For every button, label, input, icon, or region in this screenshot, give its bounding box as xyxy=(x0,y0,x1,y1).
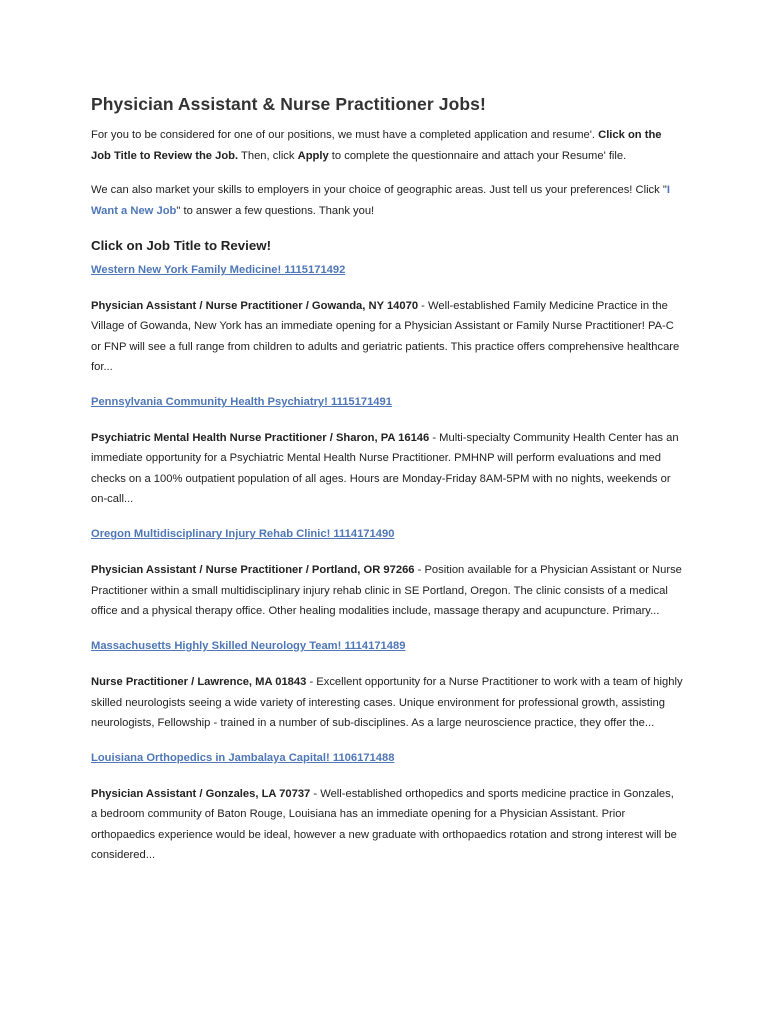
job-summary: - Excellent opportunity for a Nurse Practitioner to work with a team of highly skilled neurologists seeing a wide variety of interesting cases. Unique environment for professional growth, assisting neurologists, Fellowship - trained in a number of sub-disciplines. As a large neuroscience practice, they offer the... xyxy=(91,676,683,729)
page-title: Physician Assistant & Nurse Practitioner Jobs! xyxy=(91,94,486,114)
intro-text-2: Then, click xyxy=(241,150,295,162)
job-listing xyxy=(91,392,683,509)
intro-text-1: For you to be considered for one of our positions, we must have a completed application and resume'. xyxy=(91,129,595,141)
job-description xyxy=(91,560,683,621)
job-description xyxy=(91,784,683,865)
job-title-link[interactable]: Western New York Family Medicine! 1115171492 xyxy=(91,264,346,276)
job-listing xyxy=(91,524,683,621)
intro-bold-click-job-title: Click on the Job Title to Review the Job. xyxy=(91,129,662,162)
section-heading: Click on Job Title to Review! xyxy=(91,238,272,253)
intro-paragraph-market xyxy=(91,180,683,222)
job-summary: - Multi-specialty Community Health Center has an immediate opportunity for a Psychiatric Mental Health Nurse Practitioner. PMHNP will perform evaluations and med checks on a 100% outpatient population of all ages. Hours are Monday-Friday 8AM-5PM with no nights, weekends or on-call... xyxy=(91,432,679,506)
document-page xyxy=(91,92,683,865)
job-heading: Psychiatric Mental Health Nurse Practitioner / Sharon, PA 16146 xyxy=(91,432,430,445)
job-heading: Physician Assistant / Gonzales, LA 70737 xyxy=(91,788,311,801)
intro-paragraph-application xyxy=(91,125,683,167)
intro-text-3: to complete the questionnaire and attach your Resume' file. xyxy=(331,150,627,162)
job-title-link[interactable]: Oregon Multidisciplinary Injury Rehab Clinic! 1114171490 xyxy=(91,528,395,541)
job-listing xyxy=(91,748,683,865)
intro2-text-2: " to answer a few questions. Thank you! xyxy=(176,205,375,217)
job-title-link[interactable]: Massachusetts Highly Skilled Neurology Team! 1114171489 xyxy=(91,640,406,653)
job-heading: Physician Assistant / Nurse Practitioner / Portland, OR 97266 xyxy=(91,564,415,577)
job-listing xyxy=(91,636,683,733)
job-summary: - Well-established orthopedics and sports medicine practice in Gonzales, a bedroom community of Baton Rouge, Louisiana has an immediate opening for a Physician Assistant. Prior orthopaedics experience would be ideal, however a new graduate with orthopaedics rotation and strong interest will be considered... xyxy=(91,788,677,862)
job-heading: Physician Assistant / Nurse Practitioner / Gowanda, NY 14070 xyxy=(91,300,419,312)
job-title-link[interactable]: Louisiana Orthopedics in Jambalaya Capital! 1106171488 xyxy=(91,752,395,765)
job-description xyxy=(91,428,683,509)
job-heading: Nurse Practitioner / Lawrence, MA 01843 xyxy=(91,676,307,689)
job-description xyxy=(91,672,683,733)
job-summary: - Well-established Family Medicine Practice in the Village of Gowanda, New York has an immediate opening for a Physician Assistant or Family Nurse Practitioner! PA-C or FNP will see a full range from children to adults and geriatric patients. This practice offers comprehensive healthcare for... xyxy=(91,300,680,373)
job-description xyxy=(91,296,683,377)
job-title-link[interactable]: Pennsylvania Community Health Psychiatry! 1115171491 xyxy=(91,396,392,409)
job-listing xyxy=(91,260,683,377)
intro-bold-apply: Apply xyxy=(297,150,329,162)
i-want-a-new-job-link[interactable]: I Want a New Job xyxy=(91,184,670,217)
job-summary: - Position available for a Physician Assistant or Nurse Practitioner within a small multidisciplinary injury rehab clinic in SE Portland, Oregon. The clinic consists of a medical office and a physical therapy office. Other healing modalities include, massage therapy and acupuncture. Primary... xyxy=(91,564,682,617)
intro2-text-1: We can also market your skills to employers in your choice of geographic areas. Just tell us your preferences! Click " xyxy=(91,184,667,196)
